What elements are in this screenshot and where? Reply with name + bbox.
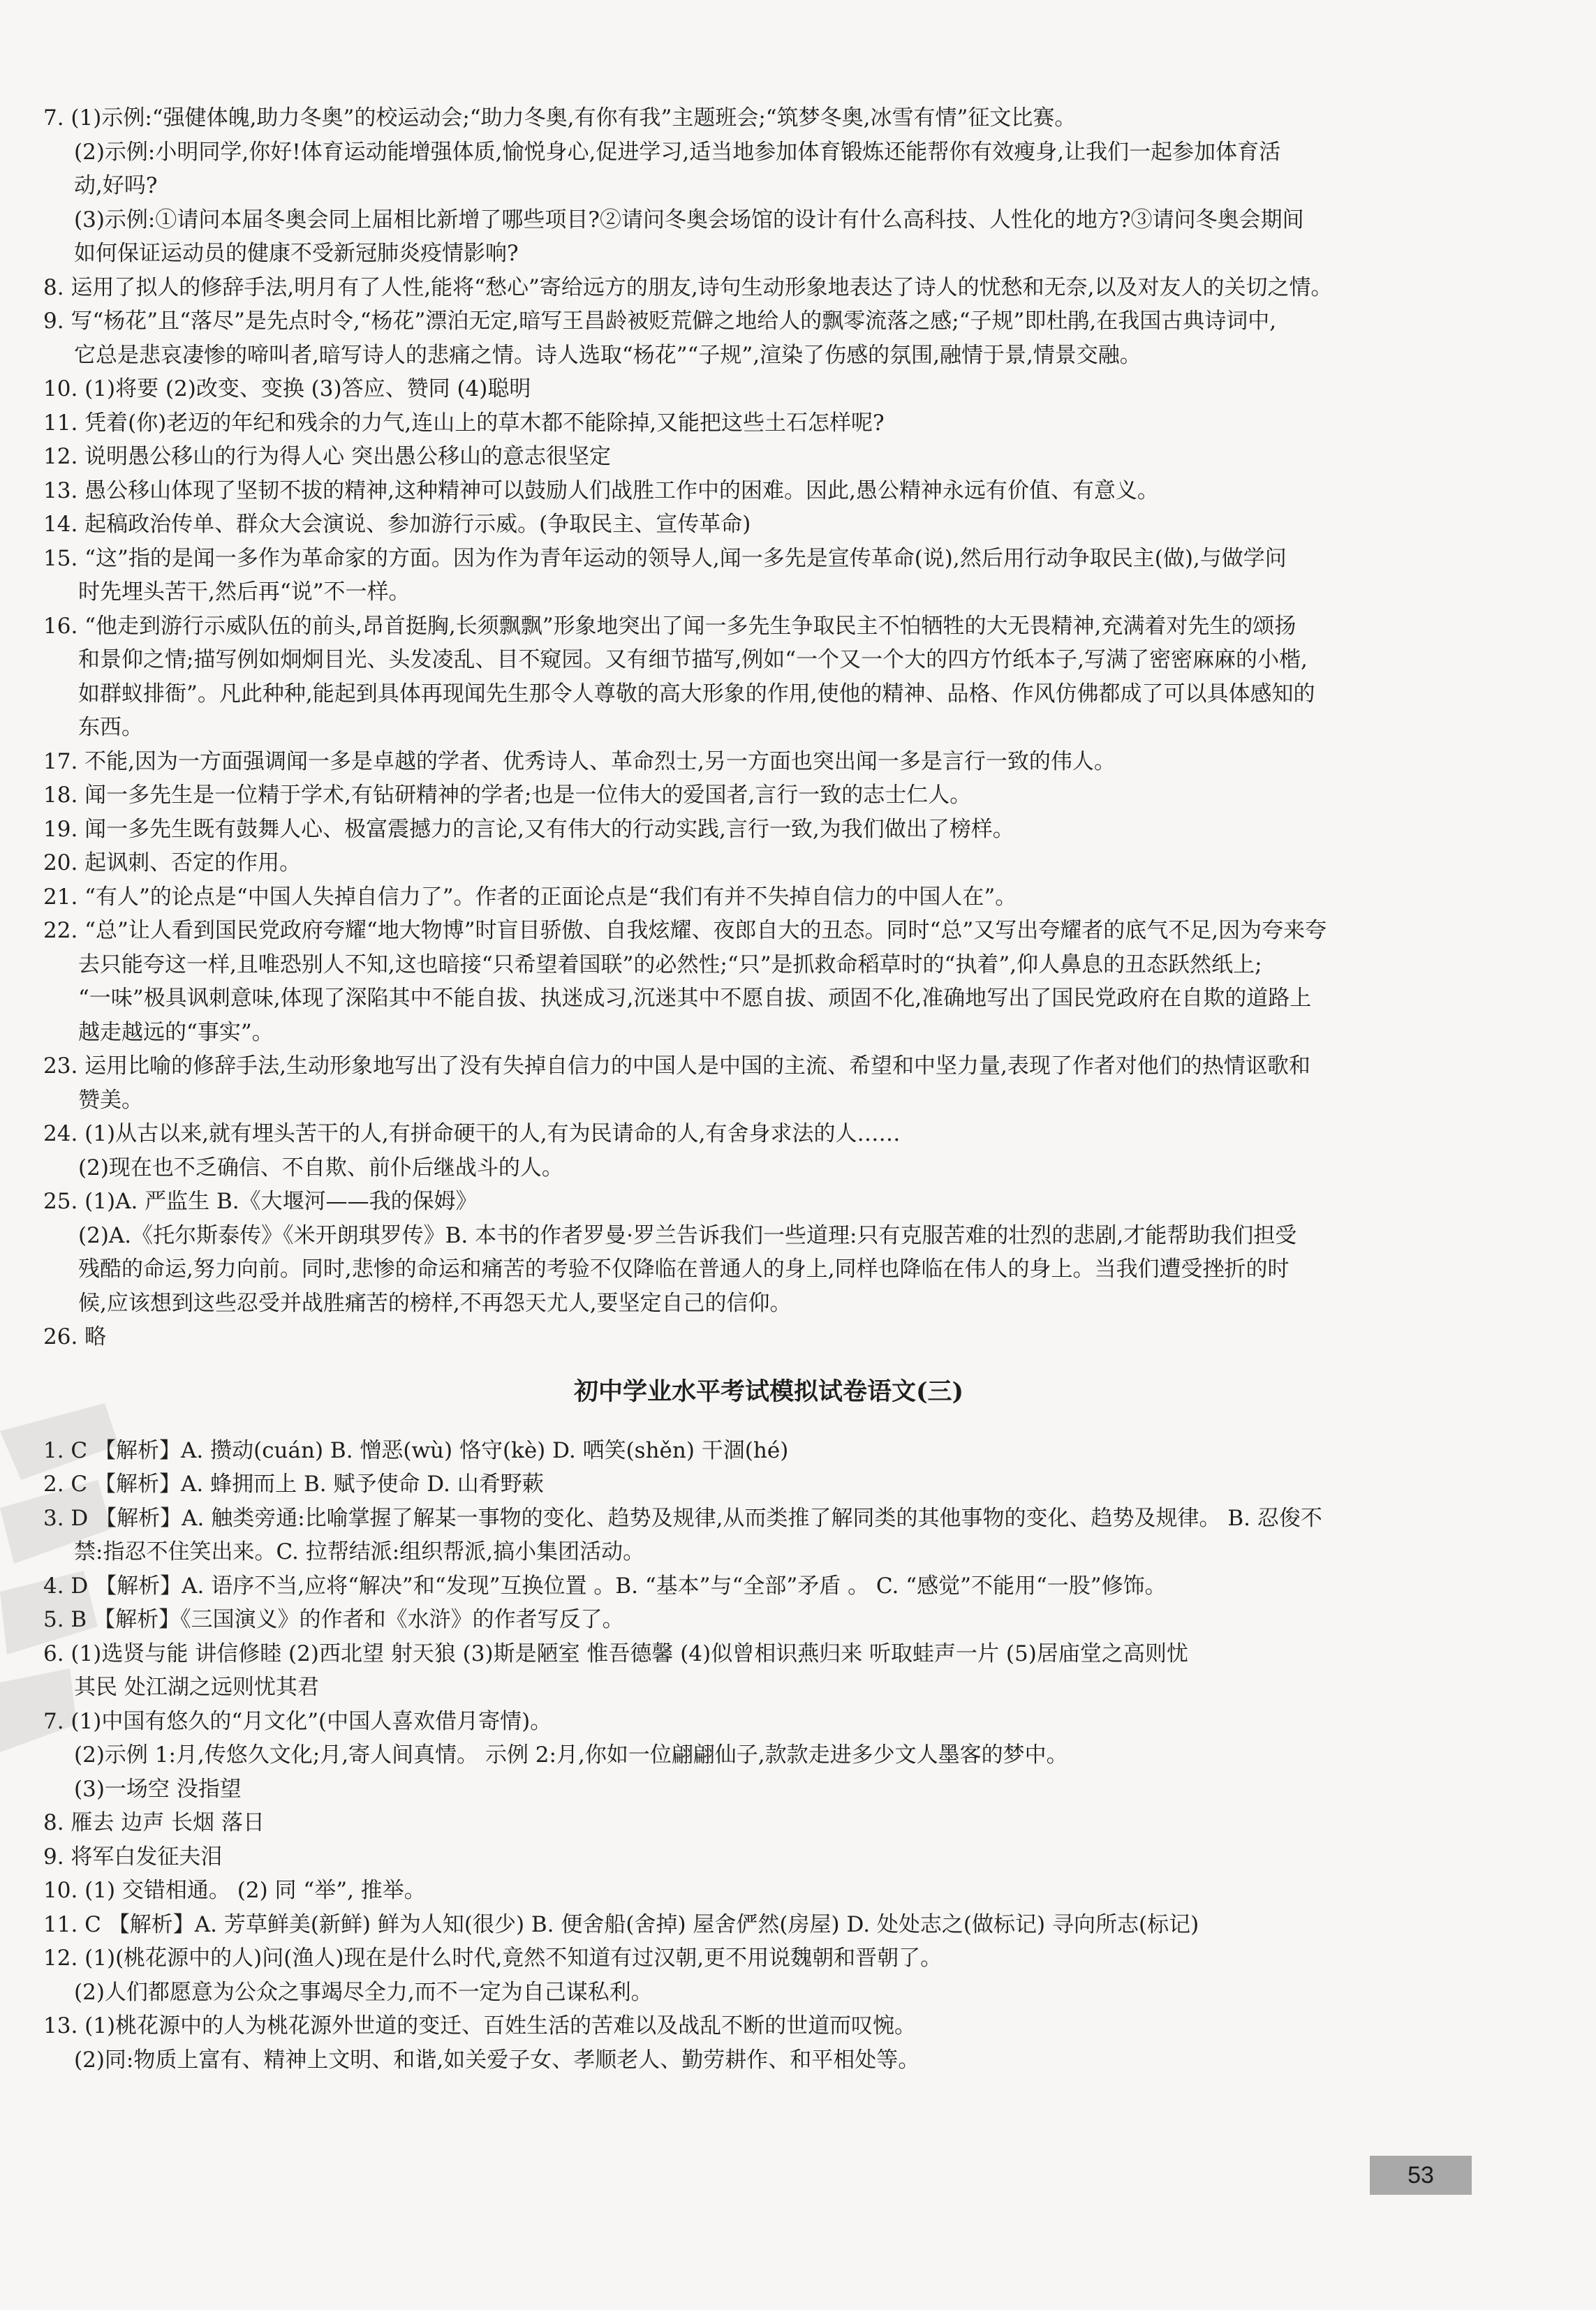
answer-line: (3)示例:①请问本届冬奥会同上届相比新增了哪些项目?②请问冬奥会场馆的设计有什么高科技、人性化的地方?③请问冬奥会期间 bbox=[74, 207, 1304, 232]
answer-line: (2)同:物质上富有、精神上文明、和谐,如关爱子女、孝顺老人、勤劳耕作、和平相处等。 bbox=[74, 2047, 920, 2073]
answer-line: 10. (1) 交错相通。 (2) 同 “举”, 推举。 bbox=[43, 1878, 426, 1903]
answer-line: 候,应该想到这些忍受并战胜痛苦的榜样,不再怨天尤人,要坚定自己的信仰。 bbox=[78, 1290, 792, 1316]
answer-line: (2)人们都愿意为公众之事竭尽全力,而不一定为自己谋私利。 bbox=[74, 1979, 653, 2005]
answer-line: 如何保证运动员的健康不受新冠肺炎疫情影响? bbox=[74, 241, 519, 266]
answer-line: 12. (1)(桃花源中的人)问(渔人)现在是什么时代,竟然不知道有过汉朝,更不用说魏朝和晋朝了。 bbox=[43, 1946, 943, 1971]
section-title: 初中学业水平考试模拟试卷语文(三) bbox=[573, 1377, 964, 1406]
answer-line: 禁:指忍不住笑出来。C. 拉帮结派:组织帮派,搞小集团活动。 bbox=[74, 1539, 645, 1564]
answer-line: 5. B 【解析】《三国演义》的作者和《水浒》的作者写反了。 bbox=[43, 1607, 624, 1632]
answer-line: (3)一场空 没指望 bbox=[74, 1776, 242, 1802]
answer-line: (2)现在也不乏确信、不自欺、前仆后继战斗的人。 bbox=[78, 1155, 563, 1180]
answer-line: 动,好吗? bbox=[74, 173, 158, 198]
answer-line: 其民 处江湖之远则忧其君 bbox=[74, 1675, 319, 1700]
answer-line: 23. 运用比喻的修辞手法,生动形象地写出了没有失掉自信力的中国人是中国的主流、希望和中坚力量,表现了作者对他们的热情讴歌和 bbox=[43, 1053, 1310, 1079]
answer-line: 时先埋头苦干,然后再“说”不一样。 bbox=[78, 579, 411, 605]
page-number: 53 bbox=[1370, 2156, 1472, 2195]
answer-line: 11. C 【解析】A. 芳草鲜美(新鲜) 鲜为人知(很少) B. 便舍船(舍掉) 屋舍俨然(房屋) D. 处处志之(做标记) 寻向所志(标记) bbox=[43, 1911, 1199, 1937]
answer-line: (2)示例 1:月,传悠久文化;月,寄人间真情。 示例 2:月,你如一位翩翩仙子,款款走进多少文人墨客的梦中。 bbox=[74, 1742, 1068, 1768]
answer-line: 越走越远的“事实”。 bbox=[78, 1019, 274, 1045]
answer-line: 7. (1)示例:“强健体魄,助力冬奥”的校运动会;“助力冬奥,有你有我”主题班会;“筑梦冬奥,冰雪有情”征文比赛。 bbox=[43, 105, 1077, 131]
answer-line: (2)A.《托尔斯泰传》《米开朗琪罗传》B. 本书的作者罗曼·罗兰告诉我们一些道理:只有克服苦难的壮烈的悲剧,才能帮助我们担受 bbox=[78, 1222, 1297, 1248]
answer-line: 12. 说明愚公移山的行为得人心 突出愚公移山的意志很坚定 bbox=[43, 444, 612, 469]
answer-line: 它总是悲哀凄惨的啼叫者,暗写诗人的悲痛之情。诗人选取“杨花”“子规”,渲染了伤感的氛围,融情于景,情景交融。 bbox=[74, 342, 1141, 368]
answer-line: 1. C 【解析】A. 攒动(cuán) B. 憎恶(wù) 恪守(kè) D. 哂笑(shěn) 干涸(hé) bbox=[43, 1437, 789, 1463]
answer-line: 3. D 【解析】A. 触类旁通:比喻掌握了解某一事物的变化、趋势及规律,从而类推了解同类的其他事物的变化、趋势及规律。 B. 忍俊不 bbox=[43, 1505, 1322, 1531]
answer-line: 20. 起讽刺、否定的作用。 bbox=[43, 850, 302, 875]
answer-line: 13. (1)桃花源中的人为桃花源外世道的变迁、百姓生活的苦难以及战乱不断的世道而叹惋。 bbox=[43, 2013, 917, 2038]
answer-line: 东西。 bbox=[78, 715, 143, 740]
answer-line: 6. (1)选贤与能 讲信修睦 (2)西北望 射天狼 (3)斯是陋室 惟吾德馨 (4)似曾相识燕归来 听取蛙声一片 (5)居庙堂之高则忧 bbox=[43, 1641, 1188, 1666]
answer-line: 去只能夸这一样,且唯恐别人不知,这也暗接“只希望着国联”的必然性;“只”是抓救命稻草时的“执着”,仰人鼻息的丑态跃然纸上; bbox=[78, 952, 1262, 977]
answer-line: 18. 闻一多先生是一位精于学术,有钻研精神的学者;也是一位伟大的爱国者,言行一致的志士仁人。 bbox=[43, 783, 972, 808]
answer-line: 22. “总”让人看到国民党政府夸耀“地大物博”时盲目骄傲、自我炫耀、夜郎自大的丑态。同时“总”又写出夸耀者的底气不足,因为夸来夸 bbox=[43, 918, 1327, 943]
answer-line: (2)示例:小明同学,你好!体育运动能增强体质,愉悦身心,促进学习,适当地参加体育锻炼还能帮你有效瘦身,让我们一起参加体育活 bbox=[74, 139, 1281, 165]
answer-line: 残酷的命运,努力向前。同时,悲惨的命运和痛苦的考验不仅降临在普通人的身上,同样也降临在伟人的身上。当我们遭受挫折的时 bbox=[78, 1257, 1290, 1282]
answer-line: 10. (1)将要 (2)改变、变换 (3)答应、赞同 (4)聪明 bbox=[43, 376, 531, 401]
answer-line: 24. (1)从古以来,就有埋头苦干的人,有拼命硬干的人,有为民请命的人,有舍身求法的人…… bbox=[43, 1121, 901, 1146]
answer-line: 4. D 【解析】A. 语序不当,应将“解决”和“发现”互换位置 。B. “基本”与“全部”矛盾 。 C. “感觉”不能用“一股”修饰。 bbox=[43, 1573, 1167, 1599]
answer-line: 14. 起稿政治传单、群众大会演说、参加游行示威。(争取民主、宣传革命) bbox=[43, 512, 751, 537]
answer-line: 和景仰之情;描写例如炯炯目光、头发凌乱、目不窥园。又有细节描写,例如“一个又一个大的四方竹纸本子,写满了密密麻麻的小楷, bbox=[78, 647, 1308, 672]
answer-line: 25. (1)A. 严监生 B.《大堰河——我的保姆》 bbox=[43, 1189, 478, 1214]
answer-line: 11. 凭着(你)老迈的年纪和残余的力气,连山上的草木都不能除掉,又能把这些土石怎样呢? bbox=[43, 410, 885, 436]
answer-line: 如群蚁排衙”。凡此种种,能起到具体再现闻先生那令人尊敬的高大形象的作用,使他的精神、品格、作风仿佛都成了可以具体感知的 bbox=[78, 681, 1315, 706]
answer-line: 26. 略 bbox=[43, 1324, 107, 1349]
answer-text-body bbox=[43, 101, 1494, 2077]
answer-line: 13. 愚公移山体现了坚韧不拔的精神,这种精神可以鼓励人们战胜工作中的困难。因此,愚公精神永远有价值、有意义。 bbox=[43, 477, 1159, 503]
answer-line: 17. 不能,因为一方面强调闻一多是卓越的学者、优秀诗人、革命烈士,另一方面也突出闻一多是言行一致的伟人。 bbox=[43, 748, 1116, 774]
answer-line: 9. 写“杨花”且“落尽”是先点时令,“杨花”漂泊无定,暗写王昌龄被贬荒僻之地给人的飘零流落之感;“子规”即杜鹃,在我国古典诗词中, bbox=[43, 309, 1277, 334]
answer-line: 2. C 【解析】A. 蜂拥而上 B. 赋予使命 D. 山肴野蔌 bbox=[43, 1472, 544, 1497]
answer-line: 赞美。 bbox=[78, 1087, 143, 1113]
answer-line: 8. 运用了拟人的修辞手法,明月有了人性,能将“愁心”寄给远方的朋友,诗句生动形象地表达了诗人的忧愁和无奈,以及对友人的关切之情。 bbox=[43, 274, 1333, 300]
answer-line: 19. 闻一多先生既有鼓舞人心、极富震撼力的言论,又有伟大的行动实践,言行一致,为我们做出了榜样。 bbox=[43, 816, 1014, 842]
answer-line: 8. 雁去 边声 长烟 落日 bbox=[43, 1810, 265, 1835]
answer-line: 21. “有人”的论点是“中国人失掉自信力了”。作者的正面论点是“我们有并不失掉自信力的中国人在”。 bbox=[43, 884, 1017, 910]
answer-line: 9. 将军白发征夫泪 bbox=[43, 1844, 223, 1870]
answer-line: 7. (1)中国有悠久的“月文化”(中国人喜欢借月寄情)。 bbox=[43, 1708, 552, 1734]
answer-line: 16. “他走到游行示威队伍的前头,昂首挺胸,长须飘飘”形象地突出了闻一多先生争取民主不怕牺牲的大无畏精神,充满着对先生的颂扬 bbox=[43, 613, 1296, 639]
answer-line: 15. “这”指的是闻一多作为革命家的方面。因为作为青年运动的领导人,闻一多先是宣传革命(说),然后用行动争取民主(做),与做学问 bbox=[43, 545, 1287, 571]
answer-line: “一味”极具讽刺意味,体现了深陷其中不能自拔、执迷成习,沉迷其中不愿自拔、顽固不化,准确地写出了国民党政府在自欺的道路上 bbox=[78, 986, 1312, 1011]
